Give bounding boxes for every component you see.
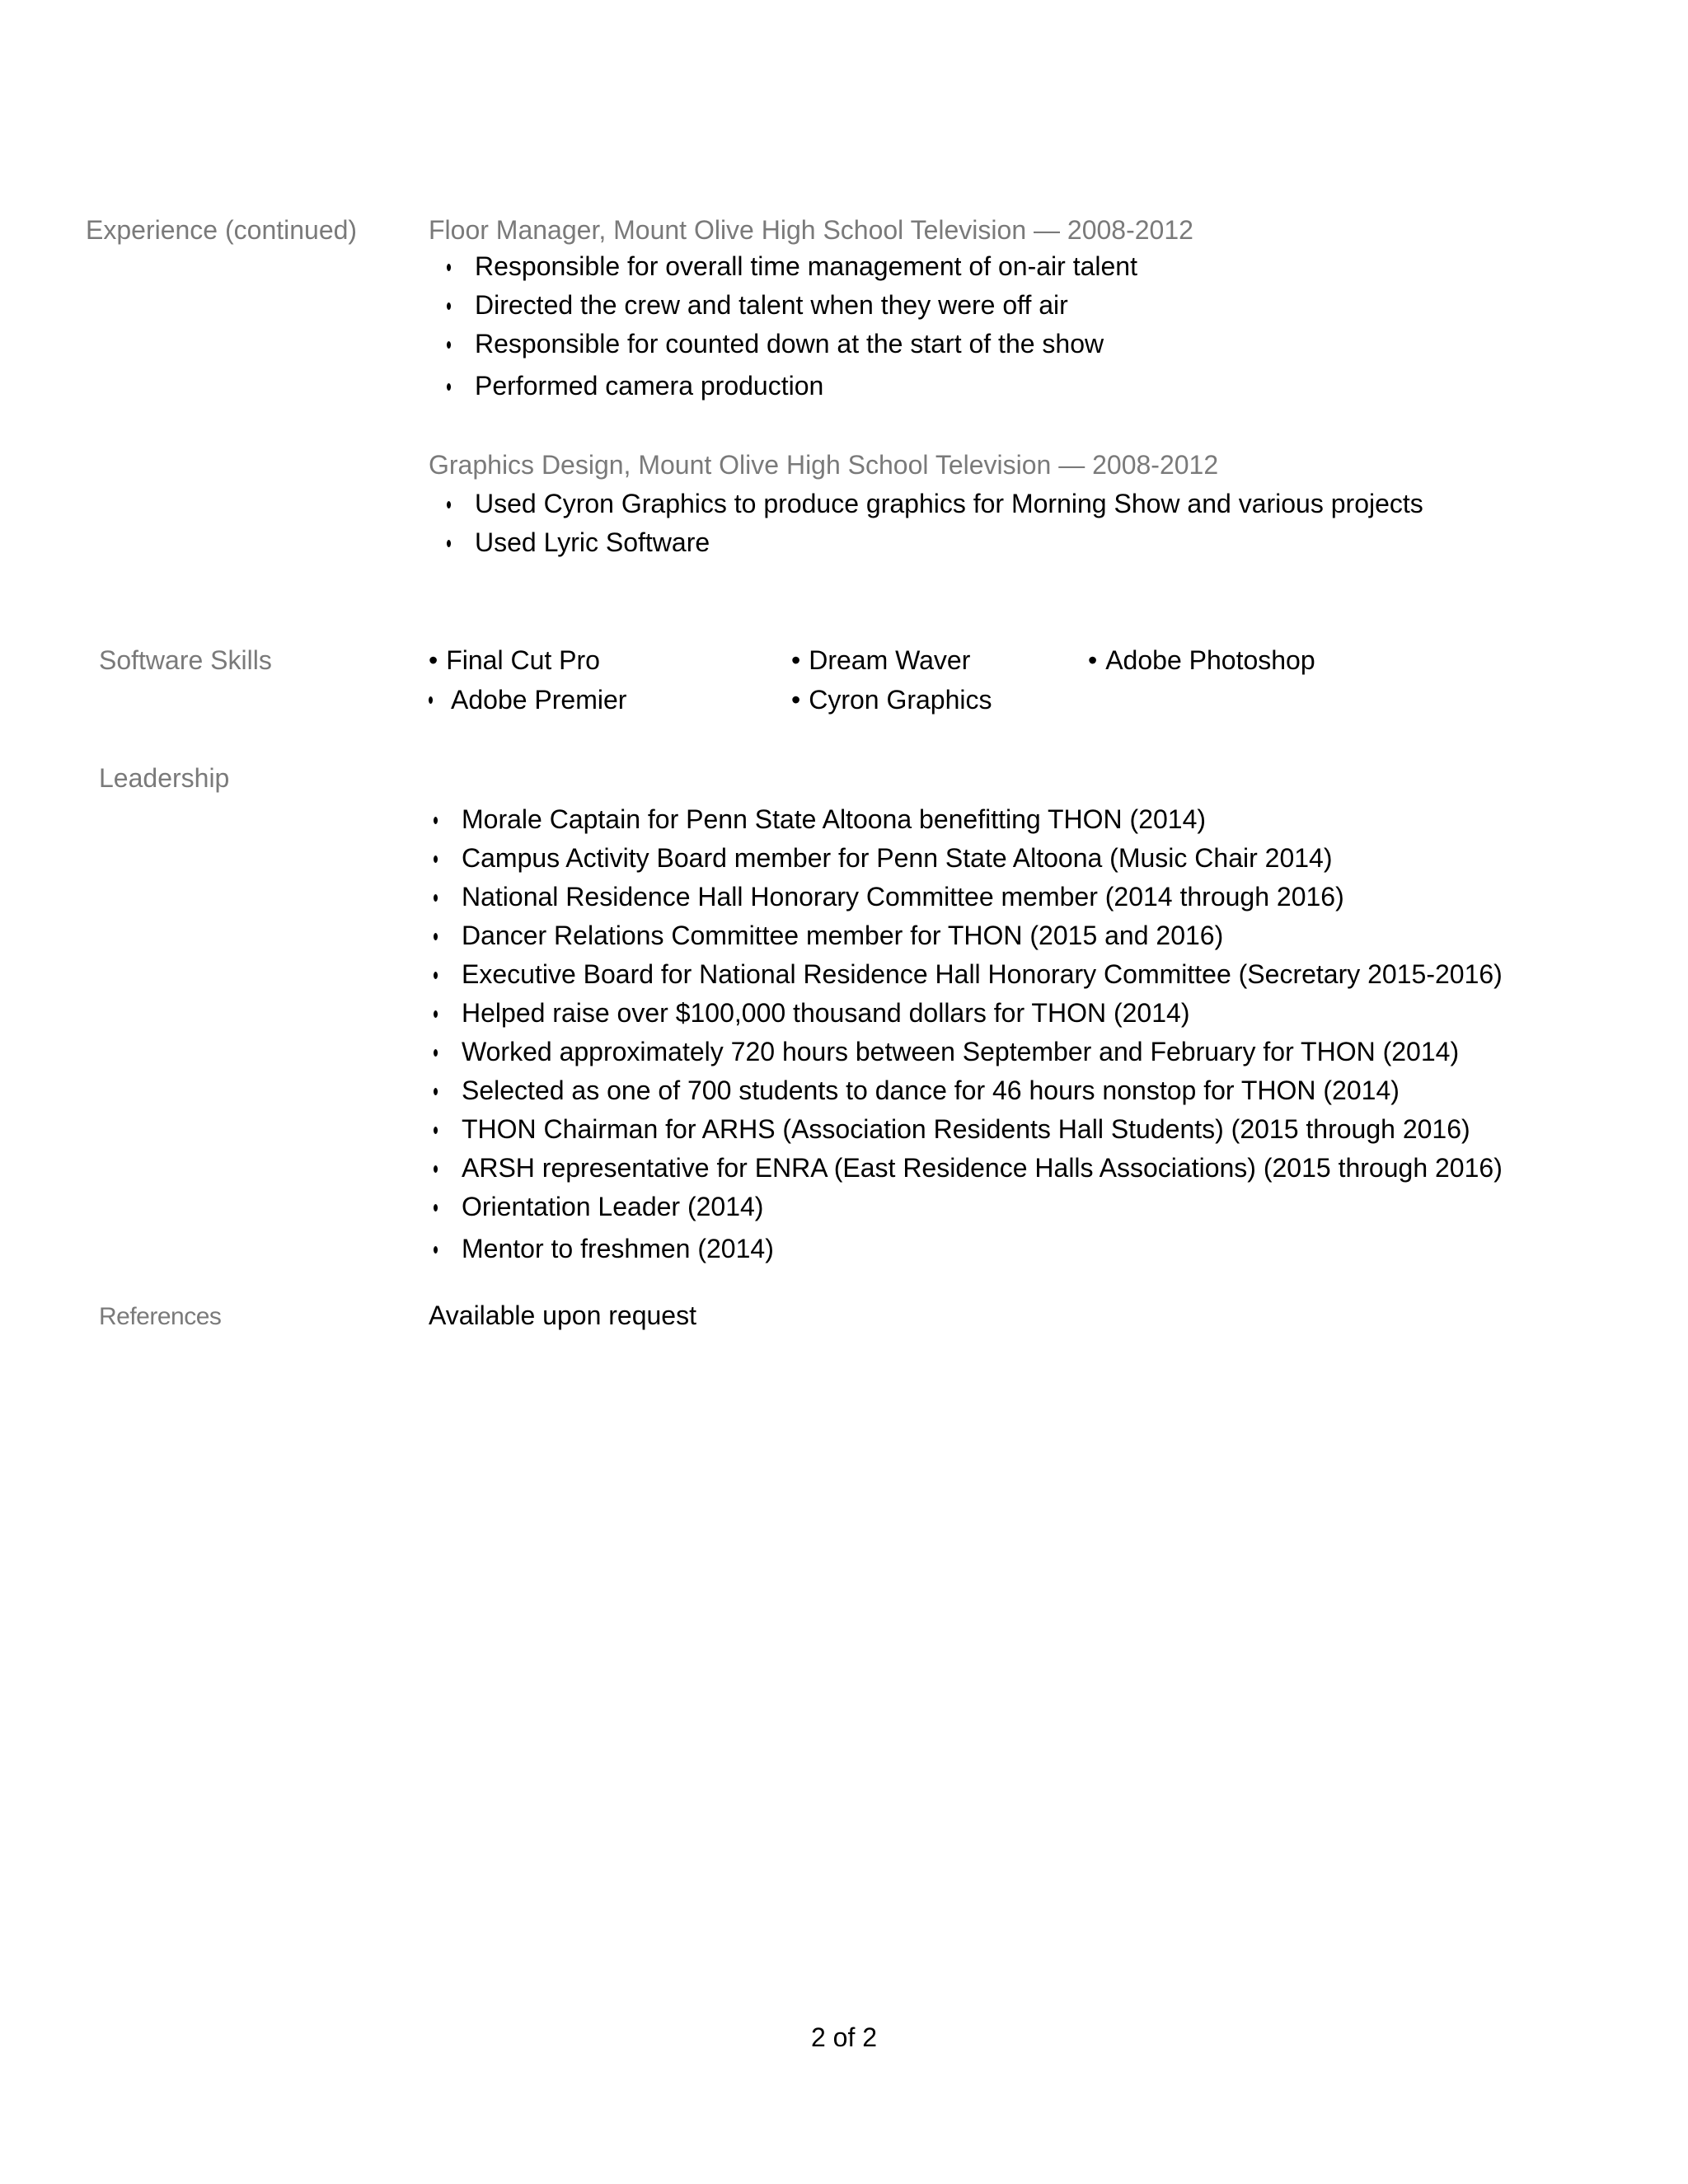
list-item: Directed the crew and talent when they were off air — [429, 288, 1137, 327]
floor-manager-bullets — [429, 250, 1137, 408]
list-item: THON Chairman for ARHS (Association Residents Hall Students) (2015 through 2016) — [429, 1113, 1503, 1151]
list-item: Worked approximately 720 hours between September and February for THON (2014) — [429, 1035, 1503, 1074]
bullet-icon — [447, 341, 451, 349]
page-number: 2 of 2 — [810, 2022, 878, 2052]
skill-item: Adobe Premier — [422, 683, 626, 716]
bullet-icon — [434, 1165, 438, 1173]
bullet-icon — [447, 540, 451, 547]
bullet-icon — [447, 383, 451, 391]
bullet-icon: • — [429, 645, 438, 675]
list-item: National Residence Hall Honorary Committee member (2014 through 2016) — [429, 880, 1503, 919]
bullet-icon: • — [791, 645, 801, 675]
bullet-icon — [434, 894, 438, 902]
list-item: Campus Activity Board member for Penn State Altoona (Music Chair 2014) — [429, 841, 1503, 880]
references-section-label: References — [99, 1303, 222, 1330]
list-item: Executive Board for National Residence Hall Honorary Committee (Secretary 2015-2016) — [429, 958, 1503, 996]
bullet-icon — [429, 696, 433, 704]
leadership-bullets — [429, 803, 1503, 1271]
bullet-icon — [434, 817, 438, 824]
job-title-floor-manager: Floor Manager, Mount Olive High School Television — 2008-2012 — [429, 215, 1193, 245]
job-title-graphics-design: Graphics Design, Mount Olive High School Television — 2008-2012 — [429, 450, 1219, 480]
software-skills-section-label: Software Skills — [99, 645, 272, 675]
bullet-icon — [447, 302, 451, 310]
list-item: Mentor to freshmen (2014) — [429, 1232, 1503, 1271]
list-item: Selected as one of 700 students to dance for 46 hours nonstop for THON (2014) — [429, 1074, 1503, 1113]
list-item: ARSH representative for ENRA (East Residence Halls Associations) (2015 through 2016) — [429, 1151, 1503, 1190]
skill-item: • Dream Waver — [791, 645, 971, 675]
skill-item: • Final Cut Pro — [429, 645, 600, 675]
bullet-icon — [434, 1204, 438, 1212]
bullet-icon: • — [1088, 645, 1098, 675]
skill-item: • Adobe Photoshop — [1088, 645, 1315, 675]
bullet-icon — [434, 855, 438, 863]
list-item: Responsible for overall time management of on-air talent — [429, 250, 1137, 288]
graphics-design-bullets — [429, 487, 1423, 565]
bullet-icon — [447, 501, 451, 509]
bullet-icon — [434, 1049, 438, 1057]
bullet-icon — [434, 1246, 438, 1254]
list-item: Used Lyric Software — [429, 526, 1423, 565]
bullet-icon — [434, 1127, 438, 1134]
list-item: Used Cyron Graphics to produce graphics for Morning Show and various projects — [429, 487, 1423, 526]
list-item: Morale Captain for Penn State Altoona benefitting THON (2014) — [429, 803, 1503, 841]
bullet-icon — [434, 1088, 438, 1095]
bullet-icon — [434, 933, 438, 940]
leadership-section-label: Leadership — [99, 763, 230, 793]
list-item: Orientation Leader (2014) — [429, 1190, 1503, 1232]
list-item: Helped raise over $100,000 thousand dollars for THON (2014) — [429, 996, 1503, 1035]
skill-item: • Cyron Graphics — [791, 685, 992, 715]
list-item: Dancer Relations Committee member for THON (2015 and 2016) — [429, 919, 1503, 958]
references-text: Available upon request — [429, 1301, 696, 1330]
experience-section-label: Experience (continued) — [86, 215, 358, 245]
list-item: Responsible for counted down at the start of the show — [429, 327, 1137, 369]
bullet-icon — [434, 972, 438, 979]
list-item: Performed camera production — [429, 369, 1137, 408]
bullet-icon — [434, 1010, 438, 1018]
bullet-icon — [447, 264, 451, 271]
bullet-icon: • — [791, 685, 801, 715]
